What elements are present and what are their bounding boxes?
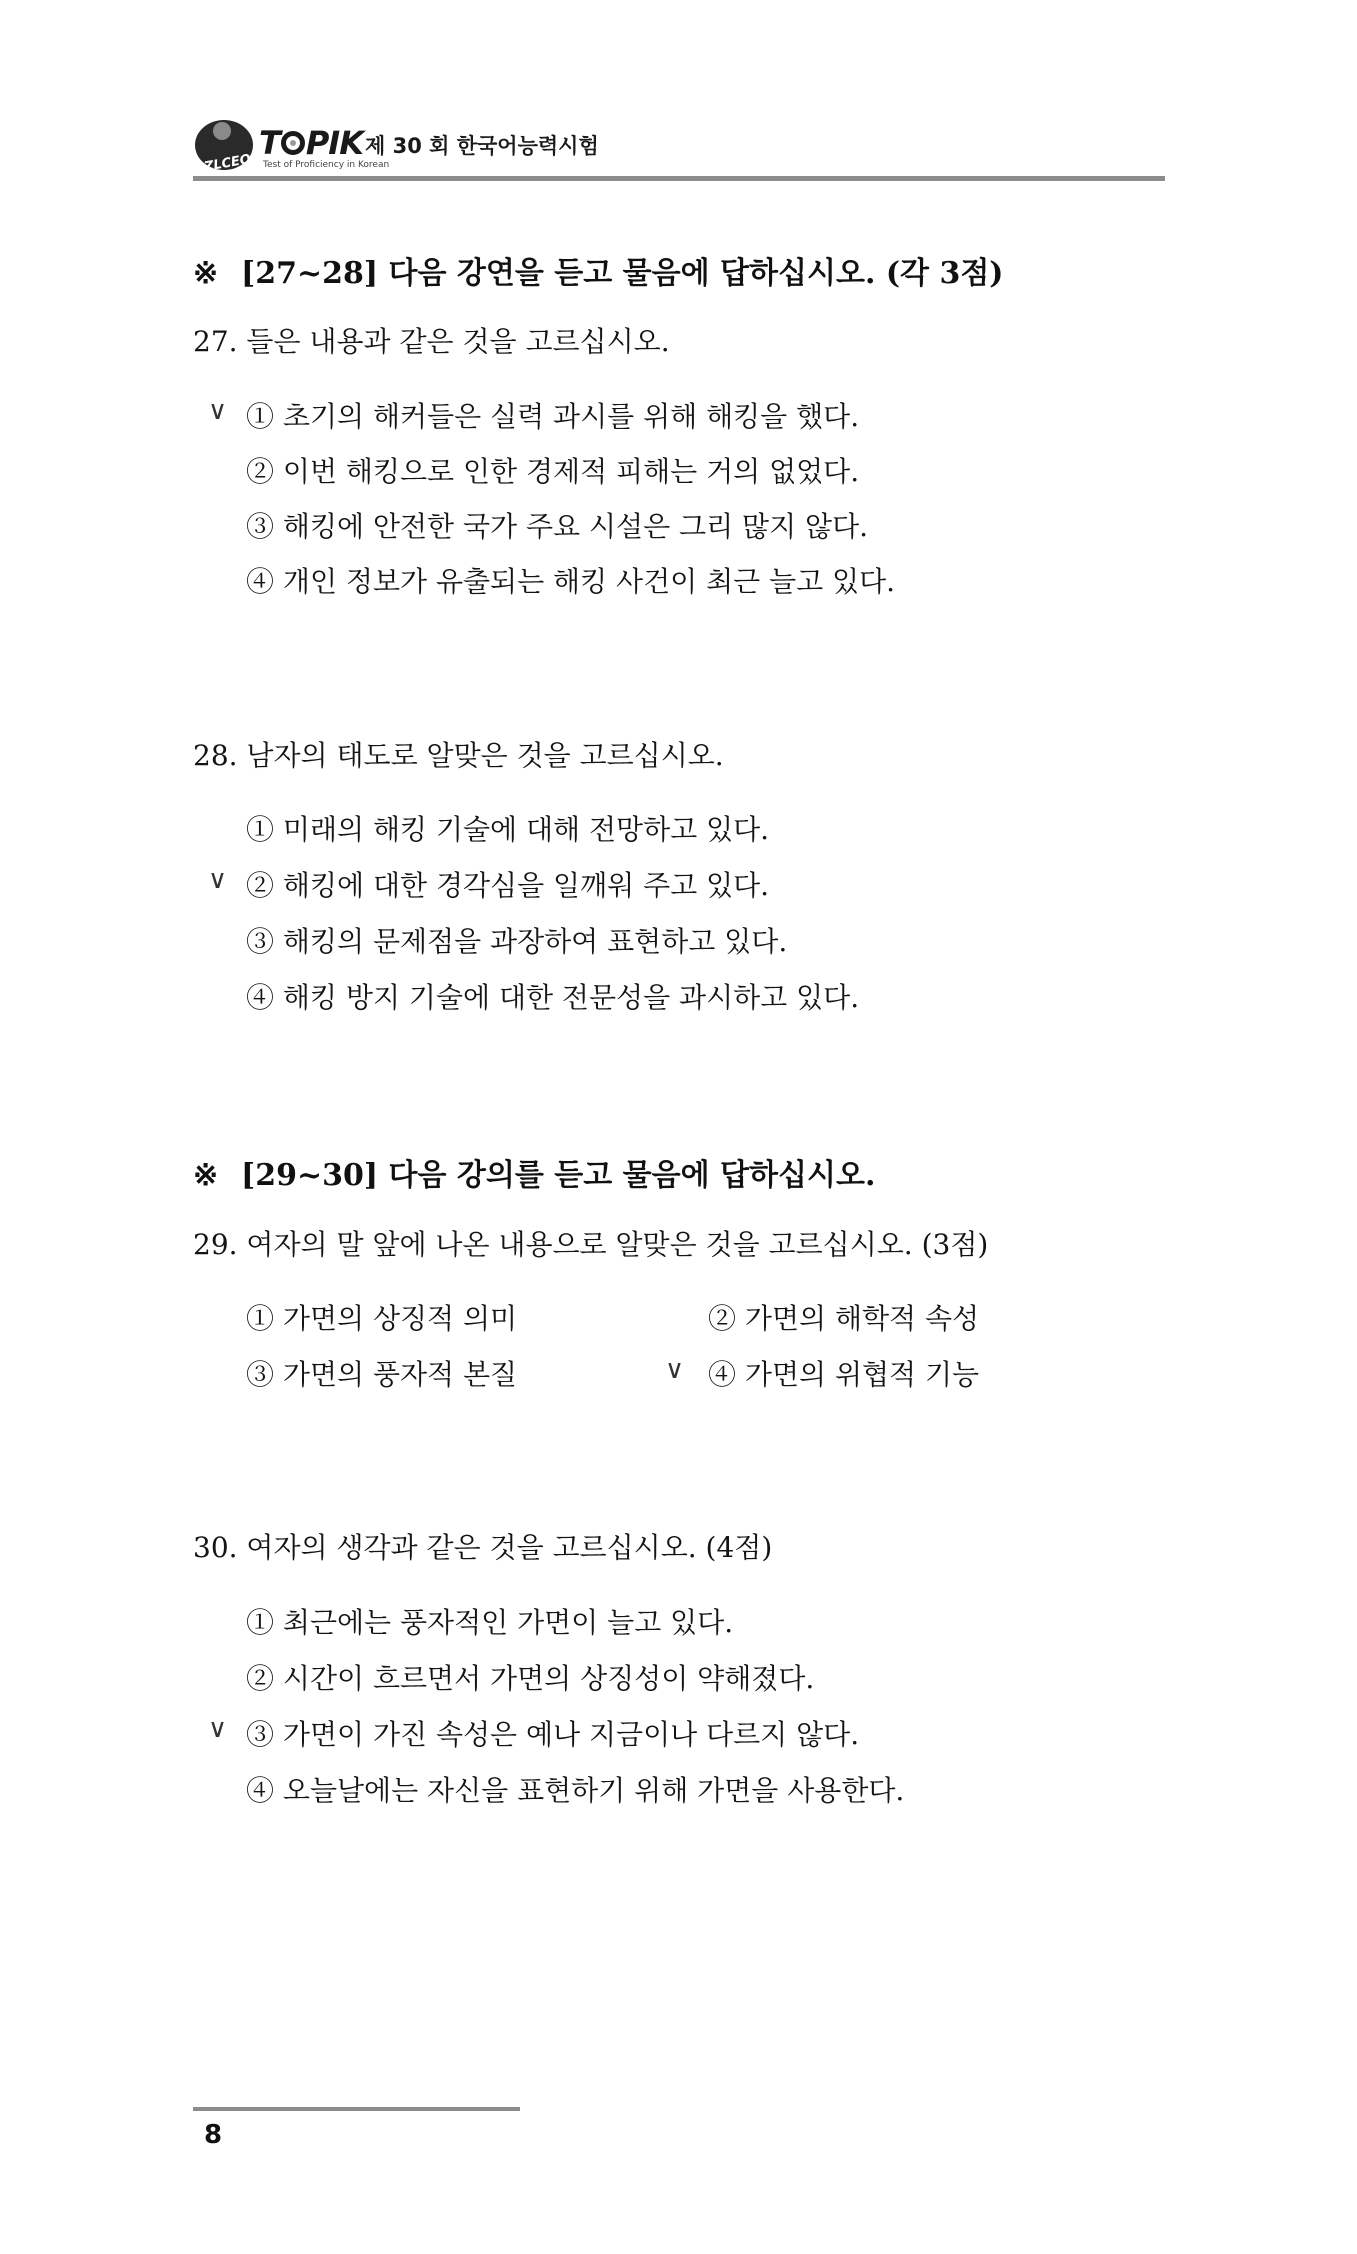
page-header — [193, 98, 1165, 178]
page-number: 8 — [204, 2120, 223, 2150]
q30-option-1[interactable]: ① 최근에는 풍자적인 가면이 늘고 있다. — [246, 1606, 734, 1639]
logo-badge-text: ZLCEO — [203, 152, 253, 175]
section-header-29-30 — [193, 1150, 875, 1194]
q28-option-3[interactable]: ③ 해킹의 문제점을 과장하여 표현하고 있다. — [246, 925, 788, 958]
q29-option-1[interactable]: ① 가면의 상징적 의미 — [246, 1302, 518, 1335]
logo-o-icon — [281, 131, 305, 155]
logo-wordmark: T PIK — [259, 124, 363, 162]
q30-option-4[interactable]: ④ 오늘날에는 자신을 표현하기 위해 가면을 사용한다. — [246, 1774, 905, 1807]
q28-option-4[interactable]: ④ 해킹 방지 기술에 대한 전문성을 과시하고 있다. — [246, 981, 860, 1014]
exam-title: 제 30 회 한국어능력시험 — [365, 134, 599, 158]
answer-check-mark: ∨ — [208, 1714, 228, 1744]
answer-check-mark: ∨ — [665, 1355, 685, 1385]
q27-option-2[interactable]: ② 이번 해킹으로 인한 경제적 피해는 거의 없었다. — [246, 455, 860, 488]
q27-option-1[interactable]: ① 초기의 해커들은 실력 과시를 위해 해킹을 했다. — [246, 400, 860, 433]
footer-divider — [193, 2107, 520, 2111]
q28-option-2[interactable]: ② 해킹에 대한 경각심을 일깨워 주고 있다. — [246, 869, 770, 902]
q29-option-4[interactable]: ④ 가면의 위협적 기능 — [708, 1358, 980, 1391]
question-30: 30. 여자의 생각과 같은 것을 고르십시오. (4점) — [193, 1531, 773, 1564]
question-29: 29. 여자의 말 앞에 나온 내용으로 알맞은 것을 고르십시오. (3점) — [193, 1228, 989, 1261]
reference-mark: ※ — [193, 256, 219, 291]
logo-emblem-icon — [195, 120, 253, 175]
q30-option-3[interactable]: ③ 가면이 가진 속성은 예나 지금이나 다르지 않다. — [246, 1718, 860, 1751]
answer-check-mark: ∨ — [208, 865, 228, 895]
logo-subtitle: Test of Proficiency in Korean — [263, 160, 390, 170]
question-28: 28. 남자의 태도로 알맞은 것을 고르십시오. — [193, 739, 724, 772]
question-27: 27. 들은 내용과 같은 것을 고르십시오. — [193, 325, 670, 358]
q27-option-3[interactable]: ③ 해킹에 안전한 국가 주요 시설은 그리 많지 않다. — [246, 510, 869, 543]
header-divider — [193, 176, 1165, 181]
q29-option-3[interactable]: ③ 가면의 풍자적 본질 — [246, 1358, 518, 1391]
reference-mark: ※ — [193, 1158, 219, 1193]
section-header-27-28 — [193, 248, 1004, 292]
answer-check-mark: ∨ — [208, 396, 228, 426]
q28-option-1[interactable]: ① 미래의 해킹 기술에 대해 전망하고 있다. — [246, 813, 770, 846]
section-title: [29~30] 다음 강의를 듣고 물음에 답하십시오. — [241, 1158, 876, 1193]
q30-option-2[interactable]: ② 시간이 흐르면서 가면의 상징성이 약해졌다. — [246, 1662, 815, 1695]
section-title: [27~28] 다음 강연을 듣고 물음에 답하십시오. (각 3점) — [241, 256, 1004, 291]
q29-option-2[interactable]: ② 가면의 해학적 속성 — [708, 1302, 980, 1335]
q27-option-4[interactable]: ④ 개인 정보가 유출되는 해킹 사건이 최근 늘고 있다. — [246, 565, 896, 598]
